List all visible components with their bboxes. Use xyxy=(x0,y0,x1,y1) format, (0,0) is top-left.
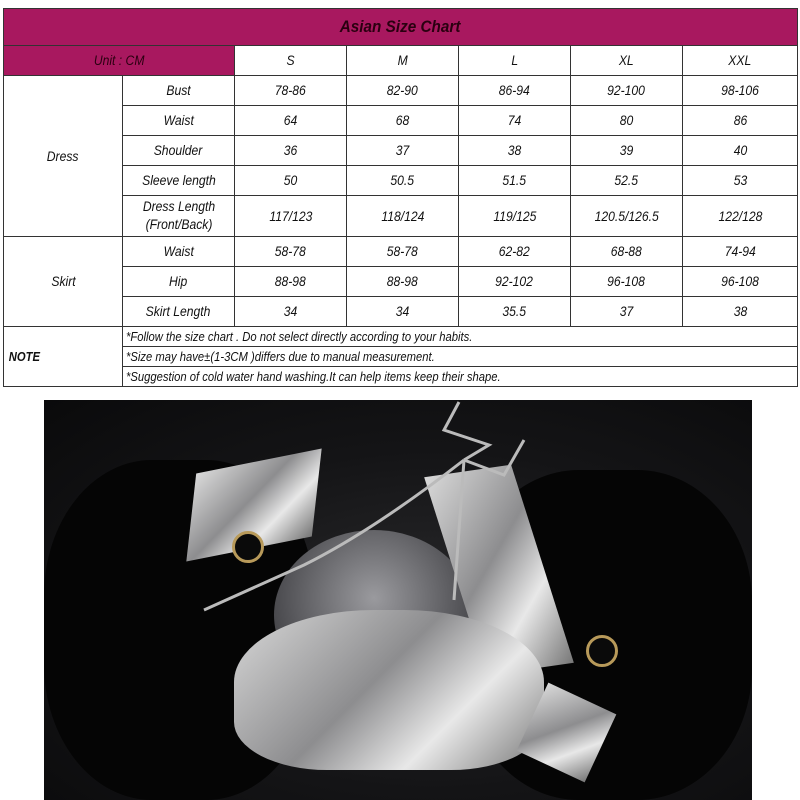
measurement-label xyxy=(123,267,235,297)
cell-text: 82-90 xyxy=(386,83,419,98)
measurement-value xyxy=(571,267,683,297)
group-label xyxy=(4,76,123,237)
size-chart-table xyxy=(3,8,798,387)
cell-text: 68-88 xyxy=(610,244,643,259)
cell-text: 117/123 xyxy=(268,208,313,224)
cell-text: 74-94 xyxy=(724,244,756,259)
cell-text: 39 xyxy=(619,143,634,158)
cell-text: Skirt Length xyxy=(146,304,211,319)
size-header-xl xyxy=(571,46,683,76)
measurement-value xyxy=(571,106,683,136)
note-label xyxy=(4,327,123,387)
cell-text: XXL xyxy=(728,53,752,68)
note-text xyxy=(123,347,798,367)
cell-text: 58-78 xyxy=(274,244,307,259)
measurement-value xyxy=(459,166,571,196)
size-header-s xyxy=(235,46,347,76)
measurement-value xyxy=(683,166,798,196)
measurement-value xyxy=(683,76,798,106)
halter-straps xyxy=(44,400,752,800)
cell-text: 96-108 xyxy=(607,274,646,289)
cell-text: 88-98 xyxy=(274,274,307,289)
cell-text: Waist xyxy=(163,113,194,128)
measurement-label xyxy=(123,136,235,166)
cell-text: 34 xyxy=(283,304,298,319)
measurement-value xyxy=(571,136,683,166)
cell-text: NOTE xyxy=(8,349,40,364)
cell-text: 51.5 xyxy=(502,173,527,188)
product-photo xyxy=(44,400,752,800)
cell-text: Dress xyxy=(47,148,79,164)
group-label xyxy=(4,237,123,327)
measurement-value xyxy=(459,297,571,327)
measurement-value xyxy=(235,267,347,297)
measurement-value xyxy=(347,237,459,267)
measurement-value xyxy=(235,196,347,237)
chart-title-text: Asian Size Chart xyxy=(340,17,461,36)
size-header-m xyxy=(347,46,459,76)
cell-text: *Suggestion of cold water hand washing.It can help items keep their shape. xyxy=(126,369,501,384)
measurement-value xyxy=(459,76,571,106)
cell-text: 92-102 xyxy=(495,274,534,289)
cell-text: Dress Length (Front/Back) xyxy=(142,199,215,232)
cell-text: 96-108 xyxy=(721,274,759,289)
measurement-value xyxy=(347,136,459,166)
cell-text: Hip xyxy=(169,274,188,289)
cell-text: 40 xyxy=(733,143,747,158)
cell-text: 50 xyxy=(283,173,298,188)
measurement-value xyxy=(347,76,459,106)
cell-text: 80 xyxy=(619,113,634,128)
cell-text: 92-100 xyxy=(607,83,646,98)
measurement-value xyxy=(571,297,683,327)
measurement-value xyxy=(235,106,347,136)
measurement-value xyxy=(459,196,571,237)
table-row xyxy=(4,196,798,237)
cell-text: 74 xyxy=(507,113,522,128)
size-header-xxl xyxy=(683,46,798,76)
cell-text: 37 xyxy=(395,143,410,158)
table-row xyxy=(4,267,798,297)
cell-text: 35.5 xyxy=(502,304,527,319)
cell-text: 34 xyxy=(395,304,410,319)
measurement-value xyxy=(683,136,798,166)
measurement-label xyxy=(123,106,235,136)
table-row xyxy=(4,136,798,166)
cell-text: 118/124 xyxy=(380,208,425,224)
table-row xyxy=(4,76,798,106)
measurement-value xyxy=(571,166,683,196)
measurement-value xyxy=(347,196,459,237)
measurement-value xyxy=(683,267,798,297)
cell-text: 38 xyxy=(733,304,747,319)
table-row xyxy=(4,106,798,136)
cell-text: 122/128 xyxy=(718,208,762,224)
measurement-value xyxy=(235,166,347,196)
cell-text: 88-98 xyxy=(386,274,419,289)
cell-text: L xyxy=(511,53,518,68)
unit-label xyxy=(4,46,235,76)
table-row xyxy=(4,237,798,267)
measurement-label xyxy=(123,237,235,267)
measurement-value xyxy=(347,166,459,196)
table-row xyxy=(4,297,798,327)
cell-text: 50.5 xyxy=(390,173,415,188)
measurement-value xyxy=(347,267,459,297)
measurement-value xyxy=(347,297,459,327)
cell-text: M xyxy=(397,53,408,68)
cell-text: Skirt xyxy=(50,274,76,289)
cell-text: 37 xyxy=(619,304,634,319)
note-text xyxy=(123,327,798,347)
chart-title xyxy=(4,9,798,46)
measurement-label xyxy=(123,196,235,237)
cell-text: Shoulder xyxy=(154,143,203,158)
measurement-label xyxy=(123,297,235,327)
cell-text: 53 xyxy=(733,173,747,188)
measurement-value xyxy=(683,196,798,237)
measurement-label xyxy=(123,76,235,106)
measurement-value xyxy=(571,196,683,237)
cell-text: 62-82 xyxy=(498,244,531,259)
cell-text: 36 xyxy=(283,143,298,158)
cell-text: 38 xyxy=(507,143,522,158)
cell-text: 52.5 xyxy=(614,173,639,188)
measurement-value xyxy=(235,237,347,267)
cell-text: Bust xyxy=(166,83,191,98)
cell-text: *Follow the size chart . Do not select directly according to your habits. xyxy=(126,329,473,344)
cell-text: 86-94 xyxy=(498,83,531,98)
cell-text: 58-78 xyxy=(386,244,419,259)
measurement-value xyxy=(459,106,571,136)
cell-text: 78-86 xyxy=(274,83,307,98)
note-row xyxy=(4,347,798,367)
measurement-value xyxy=(683,297,798,327)
size-header-l xyxy=(459,46,571,76)
note-text xyxy=(123,367,798,387)
measurement-value xyxy=(459,237,571,267)
measurement-value xyxy=(235,136,347,166)
measurement-value xyxy=(459,136,571,166)
cell-text: 119/125 xyxy=(492,208,537,224)
unit-label-text: Unit : CM xyxy=(93,53,145,68)
cell-text: 120.5/126.5 xyxy=(594,208,659,224)
note-row xyxy=(4,327,798,347)
measurement-value xyxy=(347,106,459,136)
cell-text: 98-106 xyxy=(721,83,759,98)
cell-text: Waist xyxy=(163,244,194,259)
measurement-label xyxy=(123,166,235,196)
cell-text: 64 xyxy=(283,113,298,128)
cell-text: 68 xyxy=(395,113,410,128)
measurement-value xyxy=(683,237,798,267)
measurement-value xyxy=(683,106,798,136)
cell-text: XL xyxy=(619,53,634,68)
measurement-value xyxy=(235,297,347,327)
cell-text: *Size may have±(1-3CM )differs due to manual measurement. xyxy=(126,349,435,364)
measurement-value xyxy=(571,237,683,267)
measurement-value xyxy=(459,267,571,297)
cell-text: S xyxy=(286,53,295,68)
measurement-value xyxy=(235,76,347,106)
measurement-value xyxy=(571,76,683,106)
note-row xyxy=(4,367,798,387)
cell-text: Sleeve length xyxy=(141,173,216,188)
cell-text: 86 xyxy=(733,113,747,128)
table-row xyxy=(4,166,798,196)
